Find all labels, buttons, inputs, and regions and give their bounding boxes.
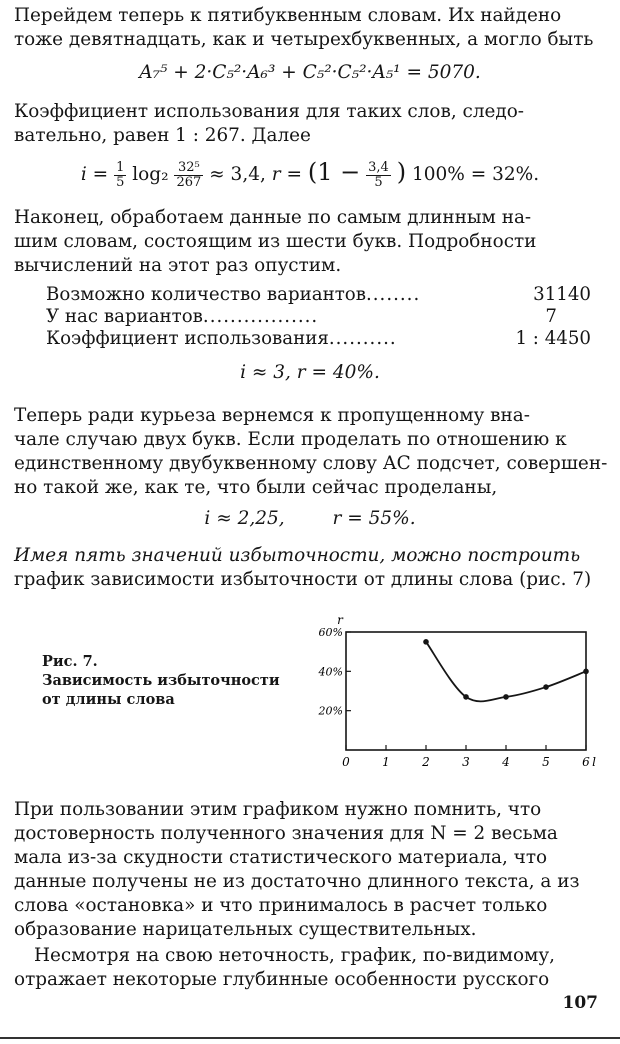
paragraph-8 bbox=[14, 944, 610, 992]
result-six-letters: i ≈ 3, r = 40%. bbox=[240, 362, 380, 383]
x-tick-label: 2 bbox=[422, 755, 430, 769]
fraction-numerator: 32⁵ bbox=[174, 161, 203, 176]
text-line: Коэффициент использования для таких слов, следо- bbox=[14, 101, 524, 122]
row-value: 31140 bbox=[533, 284, 591, 305]
formula-redundancy bbox=[0, 154, 620, 193]
text-line: Перейдем теперь к пятибуквенным словам. Их найдено bbox=[14, 5, 562, 26]
fraction-numerator: 1 bbox=[116, 159, 125, 175]
formula-part: i = bbox=[80, 164, 109, 185]
x-tick-label: 4 bbox=[502, 755, 510, 769]
x-tick-label: 5 bbox=[542, 755, 550, 769]
text-line: чале случаю двух букв. Если проделать по отношению к bbox=[14, 429, 567, 450]
row-value: 7 bbox=[545, 306, 557, 327]
paragraph-5 bbox=[14, 404, 610, 500]
figure-caption bbox=[42, 652, 280, 709]
chart-frame bbox=[346, 632, 586, 750]
result-i: i ≈ 2,25, bbox=[204, 508, 285, 529]
text-line: образование нарицательных существительных. bbox=[14, 919, 477, 940]
formula-part: ≈ 3,4, bbox=[209, 164, 266, 185]
data-point bbox=[543, 684, 549, 690]
formula-part: 100% = 32%. bbox=[411, 164, 540, 185]
paragraph-3 bbox=[14, 206, 610, 278]
text-line: Теперь ради курьеза вернемся к пропущенному вна- bbox=[14, 405, 530, 426]
fraction bbox=[114, 161, 126, 190]
result-two-letters bbox=[0, 506, 620, 532]
paragraph-6 bbox=[14, 544, 610, 592]
formula-part: ) bbox=[396, 158, 407, 186]
y-axis-label: r bbox=[337, 613, 343, 627]
text-line: вычислений на этот раз опустим. bbox=[14, 255, 342, 276]
paragraph-2 bbox=[14, 100, 610, 148]
data-point bbox=[463, 694, 469, 700]
table-row bbox=[46, 284, 591, 306]
fraction-denominator: 5 bbox=[374, 174, 383, 190]
footer-rule bbox=[0, 1037, 620, 1039]
x-tick-label: 0 bbox=[342, 755, 350, 769]
text-line: При пользовании этим графиком нужно помнить, что bbox=[14, 799, 542, 820]
series-line bbox=[426, 642, 586, 702]
fraction-numerator: 3,4 bbox=[368, 159, 389, 175]
redundancy-chart bbox=[318, 606, 618, 776]
table-row bbox=[46, 306, 591, 328]
row-dots: .......... bbox=[328, 328, 397, 349]
fraction-denominator: 5 bbox=[116, 174, 125, 190]
text-line: шим словам, состоящим из шести букв. Подробности bbox=[14, 231, 537, 252]
row-dots: ........ bbox=[365, 284, 421, 305]
data-point bbox=[503, 694, 509, 700]
text-line: график зависимости избыточности от длины слова (рис. 7) bbox=[14, 569, 592, 590]
y-tick-label: 20% bbox=[318, 704, 343, 718]
formula-part: r = bbox=[271, 164, 302, 185]
row-dots: ................. bbox=[202, 306, 319, 327]
data-point bbox=[583, 669, 589, 675]
caption-text: от длины слова bbox=[42, 691, 175, 708]
text-line: тоже девятнадцать, как и четырехбуквенных, а могло быть bbox=[14, 29, 594, 50]
text-line: Наконец, обработаем данные по самым длинным на- bbox=[14, 207, 532, 228]
x-tick-label: 1 bbox=[382, 755, 390, 769]
x-axis-label: l bbox=[592, 755, 596, 769]
paragraph-7 bbox=[14, 798, 610, 942]
text-line: мала из-за скудности статистического материала, что bbox=[14, 847, 548, 868]
fraction-denominator: 267 bbox=[176, 174, 202, 190]
page-number: 107 bbox=[562, 993, 598, 1013]
text-line-italic: Имея пять значений избыточности, можно построить bbox=[14, 545, 581, 566]
text-line: слова «остановка» и что принималось в расчет только bbox=[14, 895, 548, 916]
caption-title: Рис. 7. bbox=[42, 653, 98, 670]
text-line: вательно, равен 1 : 267. Далее bbox=[14, 125, 311, 146]
table-row bbox=[46, 328, 591, 350]
text-line: достоверность полученного значения для N = 2 весьма bbox=[14, 823, 558, 844]
row-label: У нас вариантов bbox=[46, 306, 203, 327]
fraction bbox=[174, 161, 203, 190]
text-line: Несмотря на свою неточность, график, по-видимому, bbox=[34, 945, 555, 966]
fraction bbox=[366, 161, 391, 190]
x-tick-label: 6 bbox=[582, 755, 590, 769]
row-label: Коэффициент использования bbox=[46, 328, 329, 349]
row-value: 1 : 4450 bbox=[515, 328, 591, 349]
formula-part: log₂ bbox=[132, 164, 169, 185]
text-line: но такой же, как те, что были сейчас проделаны, bbox=[14, 477, 498, 498]
y-tick-label: 40% bbox=[318, 665, 343, 679]
text-line: единственному двубуквенному слову АС подсчет, совершен- bbox=[14, 453, 608, 474]
x-tick-label: 3 bbox=[462, 755, 470, 769]
text-line: отражает некоторые глубинные особенности русского bbox=[14, 969, 550, 990]
formula-part: (1 − bbox=[307, 158, 361, 186]
result-r: r = 55%. bbox=[332, 508, 416, 529]
text-line: данные получены не из достаточно длинного текста, а из bbox=[14, 871, 580, 892]
formula-permutations: A₇⁵ + 2·C₅²·A₆³ + C₅²·C₅²·A₅¹ = 5070. bbox=[139, 62, 481, 83]
paragraph-1 bbox=[14, 4, 610, 52]
caption-text: Зависимость избыточности bbox=[42, 672, 280, 689]
row-label: Возможно количество вариантов bbox=[46, 284, 366, 305]
data-point bbox=[423, 639, 429, 645]
y-tick-label: 60% bbox=[318, 626, 343, 639]
